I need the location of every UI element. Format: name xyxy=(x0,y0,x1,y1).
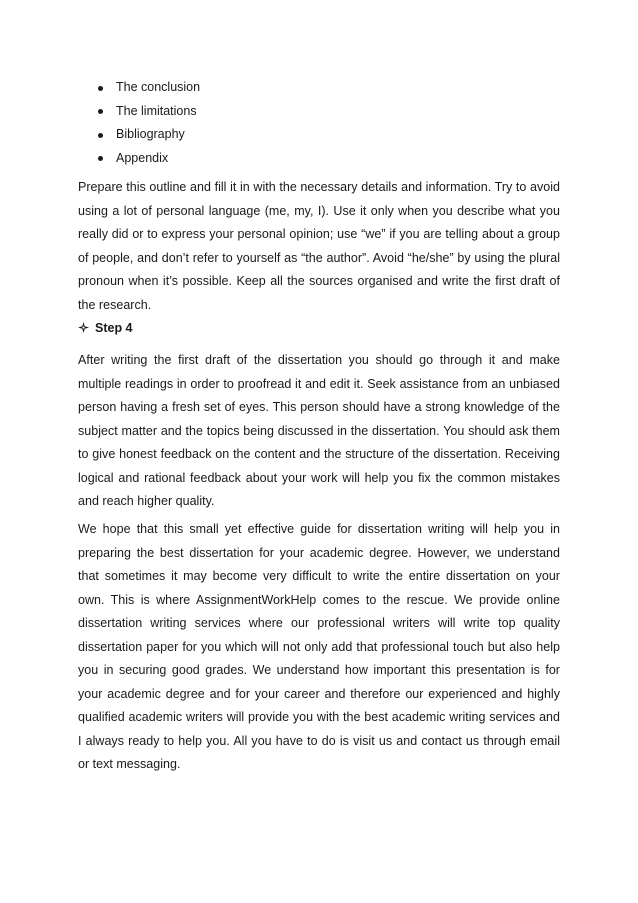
list-item-text: The limitations xyxy=(116,103,197,118)
list-item-text: The conclusion xyxy=(116,80,201,94)
step-heading-label: Step 4 xyxy=(95,321,133,335)
bullet-dot-icon xyxy=(98,86,103,91)
step4-paragraph: After writing the first draft of the dissertation you should go through it and make multiple readings in order to proofread it and edit it. Seek assistance from an unbiased person having a fresh set of eyes. This person should have a strong knowledge of the subject matter and the topics being discussed in the dissertation. You should ask them to give honest feedback on the content and the structure of the dissertation. Receiving logical and rational feedback about your work will help you fix the common mistakes and reach higher quality. xyxy=(78,353,560,508)
list-item-text: Appendix xyxy=(116,150,169,165)
list-item xyxy=(95,123,200,147)
step-heading xyxy=(78,317,133,341)
list-item xyxy=(95,100,200,124)
bullet-dot-icon xyxy=(98,109,103,114)
list-item-text: Bibliography xyxy=(116,127,185,141)
closing-paragraph: We hope that this small yet effective guide for dissertation writing will help you in preparing the best dissertation for your academic degree. However, we understand that sometimes it may become very difficult to write the entire dissertation on your own. This is where AssignmentWorkHelp comes to the rescue. We provide online dissertation writing services where our professional writers will write top quality dissertation paper for you which will not only add that professional touch but also help you in securing good grades. We understand how important this presentation is for your academic degree and for your career and therefore our experienced and highly qualified academic writers will provide you with the best academic writing services and I always ready to help you. All you have to do is visit us and contact us through email or text messaging. xyxy=(78,522,560,771)
list-item xyxy=(95,147,200,171)
diamond-bullet-icon xyxy=(78,322,89,333)
list-item xyxy=(95,76,200,100)
bullet-dot-icon xyxy=(98,156,103,161)
outline-paragraph: Prepare this outline and fill it in with the necessary details and information. Try to avoid using a lot of personal language (me, my, I). Use it only when you describe what you really did or to express your personal opinion; use “we” if you are telling about a group of people, and don’t refer to yourself as “the author”. Avoid “he/she” by using the plural pronoun when it’s possible. Keep all the sources organised and write the first draft of the research. xyxy=(78,180,560,312)
section-bullet-list xyxy=(95,76,200,170)
bullet-dot-icon xyxy=(98,133,103,138)
